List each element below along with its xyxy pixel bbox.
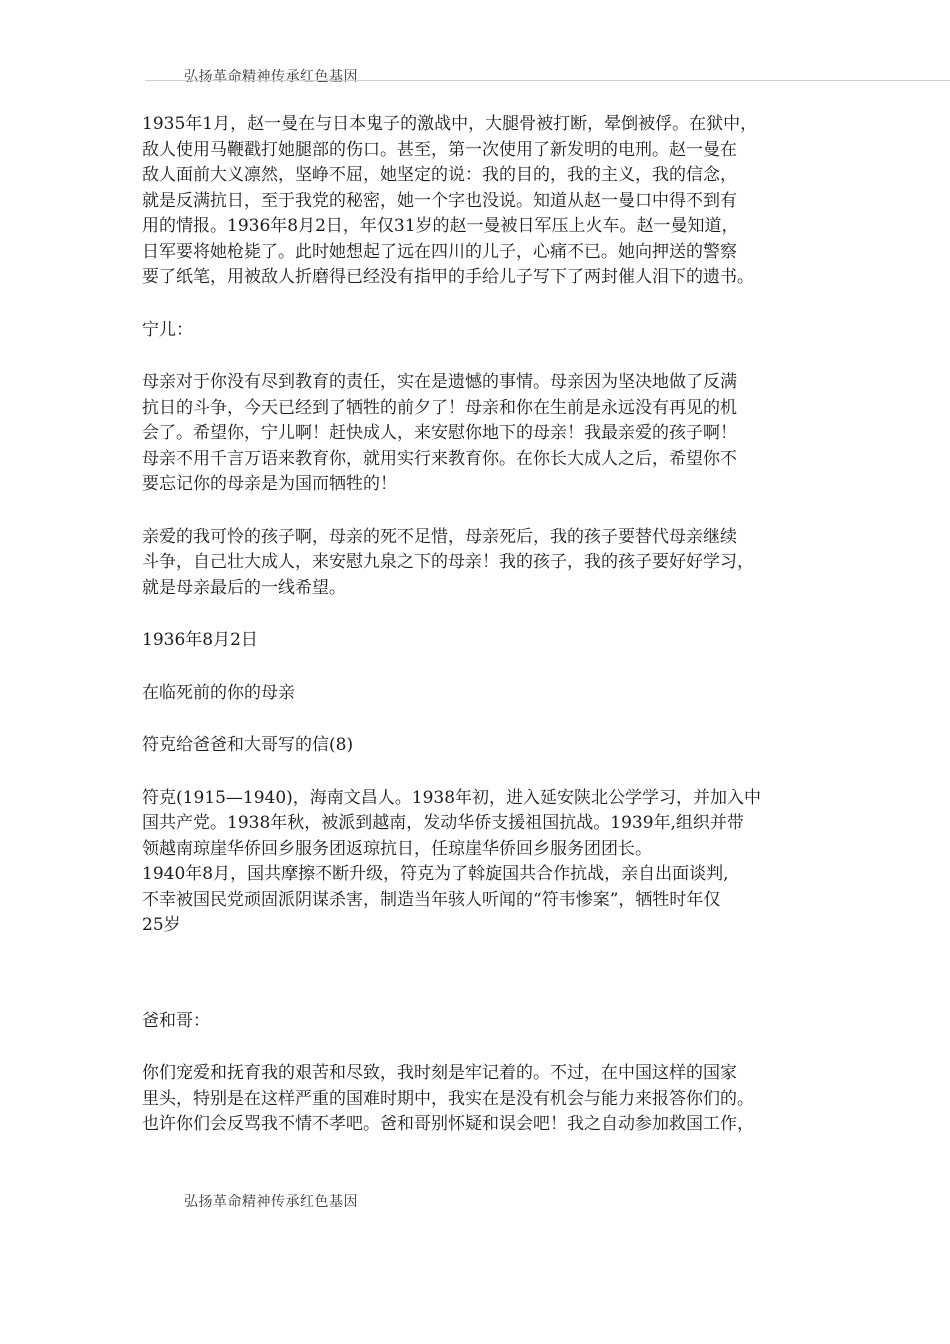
paragraph-fu-ke-death: 1940年8月，国共摩擦不断升级，符克为了斡旋国共合作抗战，亲自出面谈判, 不幸被国民党顽固派阴谋杀害，制造当年骇人听闻的“符韦惨案”，牺牲时年仅 25岁 [142, 864, 729, 935]
letter-signature: 在临死前的你的母亲 [142, 682, 295, 703]
letter-salutation-ninger: 宁儿： [142, 319, 193, 340]
document-body [142, 112, 827, 1138]
letter-paragraph-3: 你们宠爱和抚育我的艰苦和尽致，我时刻是牢记着的。不过，在中国这样的国家 里头，特别是在这样严重的国难时期中，我实在是没有机会与能力来报答你们的。 也许你们会反骂我不情不孝吧。爸和哥别怀疑和误会吧！我之自动参加救国工作， [142, 1063, 754, 1134]
section-title: 符克给爸爸和大哥写的信(8) [142, 735, 354, 755]
paragraph-fu-ke-bio: 符克(1915—1940)，海南文昌人。1938年初，进入延安陕北公学学习，并加入中 国共产党。1938年秋，被派到越南，发动华侨支援祖国抗战。1939年,组织并带 领越南琼崖华侨回乡服务团返琼抗日，任琼崖华侨回乡服务团团长。 [142, 787, 762, 859]
letter-salutation-father-brother: 爸和哥： [142, 1010, 210, 1031]
paragraph-zhao-yiman-intro: 1935年1月，赵一曼在与日本鬼子的激战中，大腿骨被打断，晕倒被俘。在狱中， 敌人使用马鞭戳打她腿部的伤口。甚至，第一次使用了新发明的电刑。赵一曼在 敌人面前大义凛然，坚峥不屈，她坚定的说：我的目的，我的主义，我的信念， 就是反满抗日，至于我党的秘密，她一个字也没说。知道从赵一曼口中得不到有 用的情报。1936年8月2日，年仅31岁的赵一曼被日军压上火车。赵一曼知道， 日军要将她枪毙了。此时她想起了远在四川的儿子，心痛不已。她向押送的警察 要了纸笔，用被敌人折磨得已经没有指甲的手给儿子写下了两封催人泪下的遗书。 [142, 114, 758, 287]
page-footer: 弘扬革命精神传承红色基因 [184, 1194, 358, 1210]
page-header: 弘扬革命精神传承红色基因 [184, 69, 358, 85]
letter-paragraph-1: 母亲对于你没有尽到教育的责任，实在是遗憾的事情。母亲因为坚决地做了反满 抗日的斗争，今天已经到了牺牲的前夕了！母亲和你在生前是永远没有再见的机 会了。希望你，宁儿啊！赶快成人，来安慰你地下的母亲！我最亲爱的孩子啊！ 母亲不用千言万语来教育你，就用实行来教育你。在你长大成人之后，希望你不 要忘记你的母亲是为国而牺牲的！ [142, 372, 737, 494]
letter-paragraph-2: 亲爱的我可怜的孩子啊，母亲的死不足惜，母亲死后，我的孩子要替代母亲继续 斗争，自己壮大成人，来安慰九泉之下的母亲！我的孩子，我的孩子要好好学习， 就是母亲最后的一线希望。 [142, 526, 754, 598]
letter-date: 1936年8月2日 [142, 630, 258, 650]
header-divider [145, 80, 950, 81]
